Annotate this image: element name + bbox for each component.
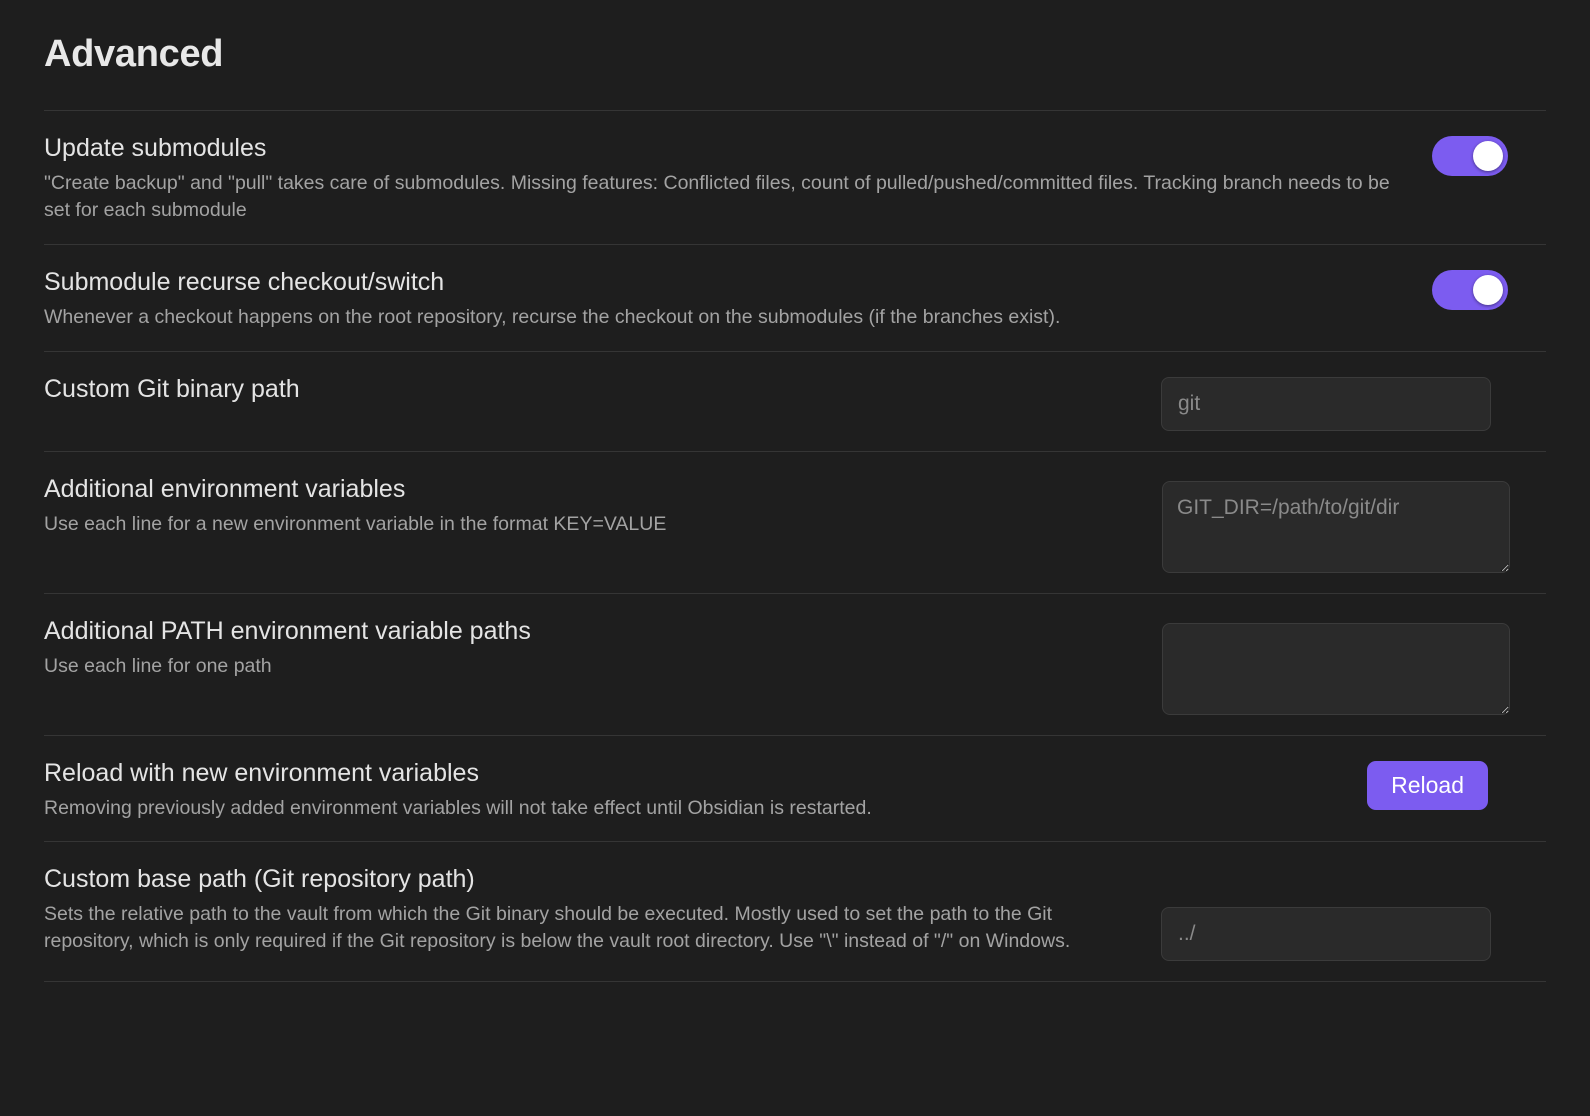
toggle-knob-icon [1473,141,1503,171]
setting-name: Update submodules [44,133,267,162]
toggle-update-submodules[interactable] [1432,136,1508,176]
setting-additional-environment-variables [44,451,1546,593]
setting-name: Submodule recurse checkout/switch [44,267,445,296]
setting-control [1161,863,1491,961]
setting-description: Use each line for a new environment variable in the format KEY=VALUE [44,512,667,535]
setting-name: Additional environment variables [44,474,406,503]
section-divider [44,981,1546,982]
setting-description: Removing previously added environment variables will not take effect until Obsidian is restarted. [44,796,872,819]
setting-description: Whenever a checkout happens on the root repository, recurse the checkout on the submodules (if the branches exist). [44,305,1061,328]
custom-git-binary-path-input[interactable] [1161,377,1491,431]
setting-name: Reload with new environment variables [44,758,479,787]
setting-name: Custom base path (Git repository path) [44,865,475,894]
setting-info [44,615,1138,680]
toggle-submodule-recurse-checkout[interactable] [1432,270,1508,310]
setting-description: Sets the relative path to the vault from which the Git binary should be executed. Mostly used to set the path to the Git repository, which is only required if the Git repository is below the vault root directory. Use "\" instead of "/" on Windows. [44,903,1071,953]
setting-submodule-recurse-checkout [44,244,1546,351]
toggle-knob-icon [1473,275,1503,305]
setting-name: Additional PATH environment variable paths [44,616,531,645]
setting-description: Use each line for one path [44,654,272,677]
setting-control [1162,473,1510,573]
setting-additional-path-environment-variable-paths [44,593,1546,735]
setting-update-submodules [44,110,1546,244]
setting-control [1162,615,1510,715]
setting-info [44,266,1408,331]
setting-info [44,863,1137,955]
setting-custom-git-binary-path [44,351,1546,451]
page-title: Advanced [44,33,224,75]
setting-info [44,757,1343,822]
setting-custom-base-path [44,841,1546,981]
reload-button[interactable]: Reload [1367,761,1488,810]
custom-base-path-input[interactable] [1161,907,1491,961]
setting-control [1161,373,1491,431]
additional-path-environment-variable-paths-textarea[interactable] [1162,623,1510,715]
setting-info [44,132,1408,224]
setting-info [44,473,1138,538]
setting-control [1432,266,1508,310]
setting-control [1367,757,1488,810]
setting-description: "Create backup" and "pull" takes care of submodules. Missing features: Conflicted files, count of pulled/pushed/committed files. Tracking branch needs to be set for each submodule [44,171,1390,221]
setting-info [44,373,1137,405]
additional-environment-variables-textarea[interactable] [1162,481,1510,573]
setting-control [1432,132,1508,176]
setting-name: Custom Git binary path [44,374,300,403]
setting-reload-with-new-environment-variables [44,735,1546,842]
